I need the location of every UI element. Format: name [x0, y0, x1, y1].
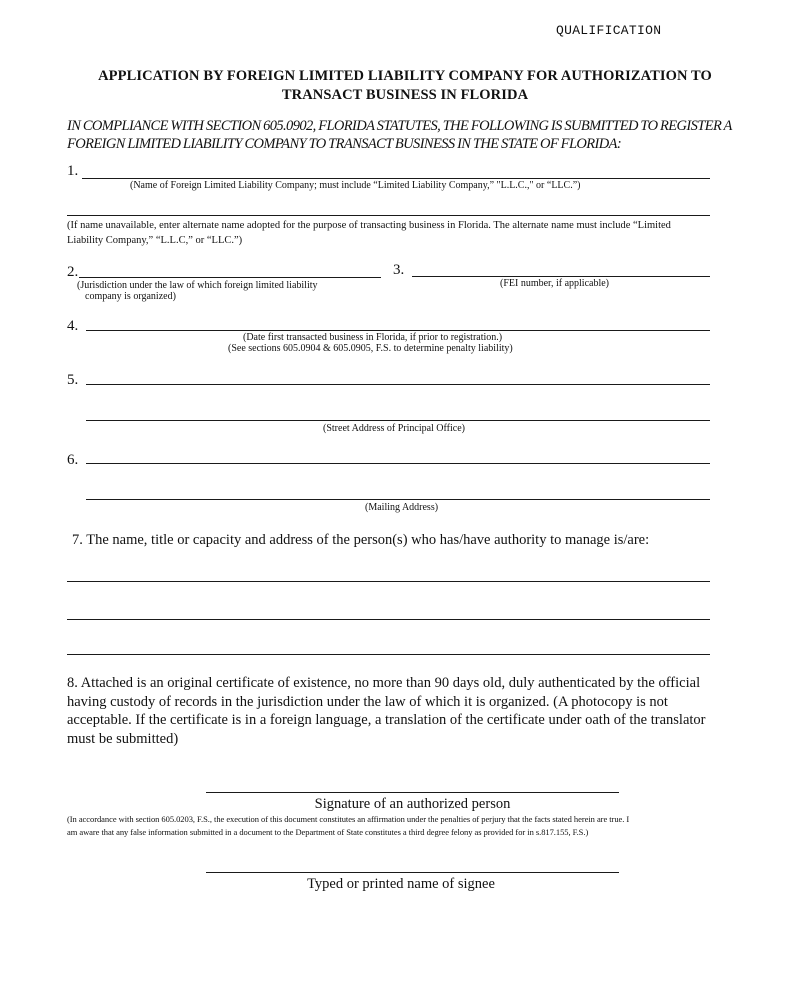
- certificate-statement-line2: having custody of records in the jurisdiction under the law of which it is organized. (A photocopy is not: [67, 694, 668, 710]
- field-3-number: 3.: [393, 262, 405, 278]
- certificate-statement-line4: must be submitted): [67, 731, 179, 747]
- mailing-address-field-line1[interactable]: [86, 463, 710, 464]
- fei-number-field[interactable]: [412, 276, 710, 277]
- form-title-line2: TRANSACT BUSINESS IN FLORIDA: [281, 87, 529, 103]
- form-category: QUALIFICATION: [556, 23, 662, 38]
- principal-office-field-line1[interactable]: [86, 384, 710, 385]
- certificate-statement-line3: acceptable. If the certificate is in a foreign language, a translation of the certificate under oath of the translator: [67, 712, 706, 728]
- alternate-name-field[interactable]: [67, 215, 710, 216]
- principal-office-field-line2[interactable]: [86, 420, 710, 421]
- compliance-statement-line2: FOREIGN LIMITED LIABILITY COMPANY TO TRANSACT BUSINESS IN THE STATE OF FLORIDA:: [67, 136, 622, 152]
- managers-field-line1[interactable]: [67, 581, 710, 582]
- managers-field-line2[interactable]: [67, 619, 710, 620]
- principal-office-caption: (Street Address of Principal Office): [323, 423, 465, 434]
- affirmation-line1: (In accordance with section 605.0203, F.S., the execution of this document constitutes an affirmation under the penalties of perjury that the facts stated herein are true. I: [67, 814, 630, 824]
- field-6-number: 6.: [67, 452, 79, 468]
- alternate-name-note-line1: (If name unavailable, enter alternate name adopted for the purpose of transacting business in Florida. The alternate name must include “Limited: [67, 220, 671, 231]
- mailing-address-field-line2[interactable]: [86, 499, 710, 500]
- company-name-caption: (Name of Foreign Limited Liability Company; must include “Limited Liability Company,” "L.L.C.," or “LLC.”): [130, 180, 581, 191]
- mailing-address-caption: (Mailing Address): [365, 502, 439, 513]
- form-title-line1: APPLICATION BY FOREIGN LIMITED LIABILITY COMPANY FOR AUTHORIZATION TO: [98, 68, 712, 84]
- managers-label: 7. The name, title or capacity and address of the person(s) who has/have authority to manage is/are:: [72, 532, 650, 548]
- certificate-statement-line1: 8. Attached is an original certificate of existence, no more than 90 days old, duly authenticated by the official: [67, 675, 701, 691]
- field-5-number: 5.: [67, 372, 79, 388]
- signature-label: Signature of an authorized person: [314, 796, 511, 812]
- signature-field[interactable]: [206, 792, 619, 793]
- affirmation-line2: am aware that any false information submitted in a document to the Department of State constitutes a third degree felony as provided for in s.817.155, F.S.): [67, 827, 589, 837]
- date-first-transacted-caption-line2: (See sections 605.0904 & 605.0905, F.S. to determine penalty liability): [228, 343, 513, 354]
- field-1-number: 1.: [67, 163, 79, 179]
- compliance-statement-line1: IN COMPLIANCE WITH SECTION 605.0902, FLORIDA STATUTES, THE FOLLOWING IS SUBMITTED TO REGISTER A: [67, 118, 732, 134]
- typed-name-field[interactable]: [206, 872, 619, 873]
- jurisdiction-caption-line1: (Jurisdiction under the law of which foreign limited liability: [77, 280, 318, 291]
- jurisdiction-caption-line2: company is organized): [85, 291, 176, 302]
- fei-number-caption: (FEI number, if applicable): [500, 278, 610, 289]
- date-first-transacted-field[interactable]: [86, 330, 710, 331]
- typed-name-label: Typed or printed name of signee: [307, 876, 495, 892]
- jurisdiction-field[interactable]: [79, 277, 381, 278]
- alternate-name-note-line2: Liability Company,” “L.L.C,” or “LLC.”): [67, 235, 243, 246]
- field-2-number: 2.: [67, 264, 79, 280]
- company-name-field[interactable]: [82, 178, 710, 179]
- managers-field-line3[interactable]: [67, 654, 710, 655]
- date-first-transacted-caption-line1: (Date first transacted business in Florida, if prior to registration.): [243, 332, 503, 343]
- field-4-number: 4.: [67, 318, 79, 334]
